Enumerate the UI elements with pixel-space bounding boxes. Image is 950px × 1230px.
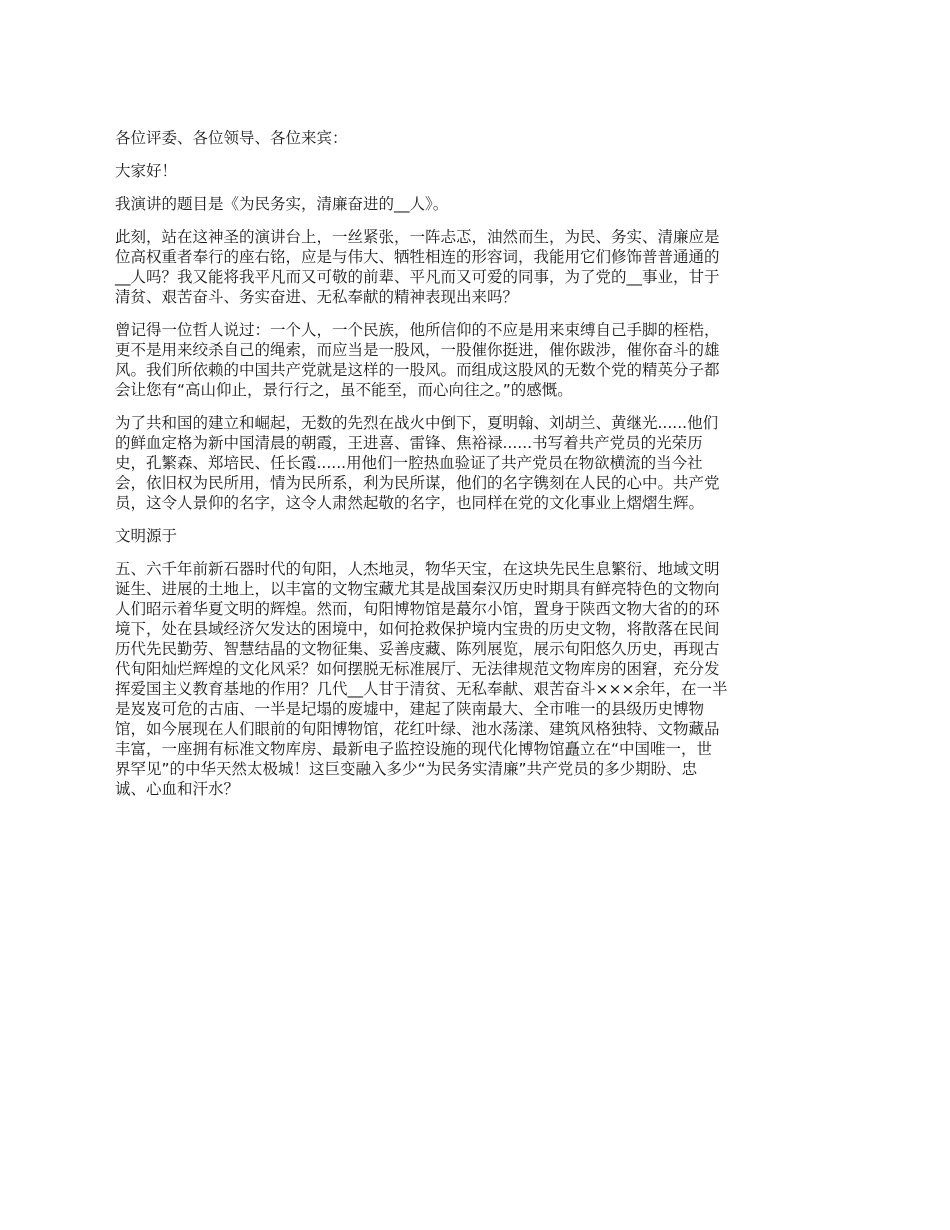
- paragraph-3: 为了共和国的建立和崛起，无数的先烈在战火中倒下，夏明翰、刘胡兰、黄继光......他们 的鲜血定格为新中国清晨的朝霞，王进喜、雷锋、焦裕禄......书写着共产党员的光荣历 史，孔繁森、郑培民、任长霞......用他们一腔热血验证了共产党员在物欲横流的当今社 会，依旧权为民所用，情为民所系，利为民所谋，他们的名字镌刻在人民的心中。共产党 员，这令人景仰的名字，这令人肃然起敬的名字，也同样在党的文化事业上熠熠生辉。: [115, 414, 720, 512]
- paragraph-4: 文明源于: [115, 527, 178, 545]
- paragraph-1: 此刻，站在这神圣的演讲台上，一丝紧张，一阵忐忑，油然而生，为民、务实、清廉应是 位高权重者奉行的座右铭，应是与伟大、牺牲相连的形容词，我能用它们修饰普普通通的 __人吗？我又能将我平凡而又可敬的前辈、平凡而又可爱的同事，为了党的__事业，甘于 清贫、艰苦奋斗、务实奋进、无私奉献的精神表现出来吗？: [115, 228, 720, 306]
- salutation: 各位评委、各位领导、各位来宾：: [115, 129, 348, 147]
- document-body: [115, 128, 845, 812]
- speech-title-line: 我演讲的题目是《为民务实，清廉奋进的__人》。: [115, 195, 449, 213]
- paragraph-5: 五、六千年前新石器时代的旬阳，人杰地灵，物华天宝，在这块先民生息繁衍、地域文明 诞生、进展的土地上，以丰富的文物宝藏尤其是战国秦汉历史时期具有鲜亮特色的文物向 人们昭示着华夏文明的辉煌。然而，旬阳博物馆是蕞尔小馆，置身于陕西文物大省的的环 境下，处在县域经济欠发达的困境中，如何抢救保护境内宝贵的历史文物，将散落在民间 历代先民勤劳、智慧结晶的文物征集、妥善庋藏、陈列展览，展示旬阳悠久历史，再现古 代旬阳灿烂辉煌的文化风采？如何摆脱无标准展厅、无法律规范文物库房的困窘，充分发 挥爱国主义教育基地的作用？几代__人甘于清贫、无私奉献、艰苦奋斗×××余年，在一半 是岌岌可危的古庙、一半是圮塌的废墟中，建起了陕南最大、全市唯一的县级历史博物 馆，如今展现在人们眼前的旬阳博物馆，花红叶绿、池水荡漾、建筑风格独特、文物藏品 丰富，一座拥有标准文物库房、最新电子监控设施的现代化博物馆矗立在“中国唯一，世 界罕见”的中华天然太极城！这巨变融入多少“为民务实清廉”共产党员的多少期盼、忠 诚、心血和汗水？: [115, 560, 728, 798]
- paragraph-2: 曾记得一位哲人说过：一个人，一个民族，他所信仰的不应是用来束缚自己手脚的桎梏， 更不是用来绞杀自己的绳索，而应当是一股风，一股催你挺进，催你跋涉，催你奋斗的雄 风。我们所依赖的中国共产党就是这样的一股风。而组成这股风的无数个党的精英分子都 会让您有“高山仰止，景行行之，虽不能至，而心向往之。”的感慨。: [115, 321, 720, 399]
- greeting: 大家好！: [115, 162, 178, 180]
